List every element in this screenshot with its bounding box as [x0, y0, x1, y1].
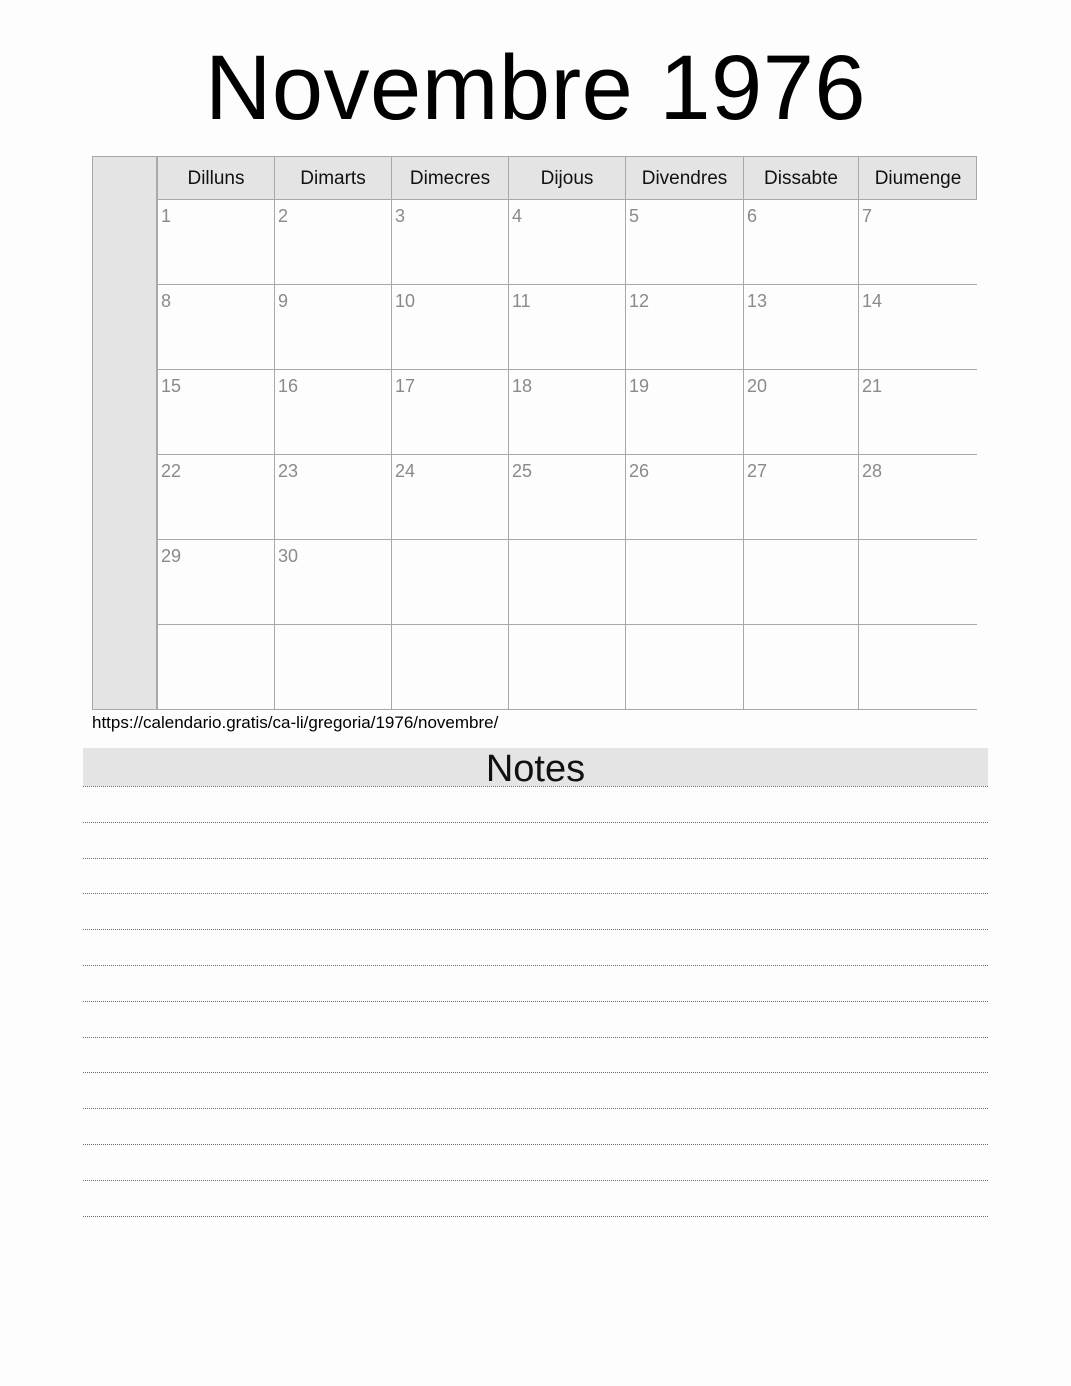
day-cell[interactable]	[858, 370, 977, 455]
day-cell[interactable]	[274, 285, 391, 370]
note-line[interactable]	[83, 1144, 988, 1145]
note-line[interactable]	[83, 1108, 988, 1109]
weekday-header: Dimarts	[274, 157, 391, 200]
note-line[interactable]	[83, 822, 988, 823]
day-cell[interactable]	[743, 455, 858, 540]
day-cell[interactable]	[274, 455, 391, 540]
note-line[interactable]	[83, 1216, 988, 1217]
note-line[interactable]	[83, 893, 988, 894]
day-cell[interactable]	[508, 200, 625, 285]
weekday-header: Dilluns	[157, 157, 274, 200]
notes-heading: Notes	[83, 748, 988, 786]
day-cell[interactable]	[391, 455, 508, 540]
day-number: 29	[161, 546, 182, 566]
day-cell[interactable]	[625, 540, 743, 625]
day-number: 4	[512, 206, 523, 226]
day-cell[interactable]	[743, 540, 858, 625]
day-cell[interactable]	[508, 370, 625, 455]
day-cell[interactable]	[391, 200, 508, 285]
day-number: 5	[629, 206, 640, 226]
day-number: 22	[161, 461, 182, 481]
weekday-header: Dijous	[508, 157, 625, 200]
day-number: 23	[278, 461, 299, 481]
day-number: 28	[862, 461, 883, 481]
day-number: 2	[278, 206, 289, 226]
day-number: 12	[629, 291, 650, 311]
day-number: 7	[862, 206, 873, 226]
note-line[interactable]	[83, 929, 988, 930]
day-number: 26	[629, 461, 650, 481]
day-cell[interactable]	[274, 200, 391, 285]
note-line[interactable]	[83, 786, 988, 787]
day-cell[interactable]	[743, 370, 858, 455]
note-line[interactable]	[83, 858, 988, 859]
day-cell[interactable]	[157, 200, 274, 285]
day-number: 10	[395, 291, 416, 311]
day-cell[interactable]	[274, 625, 391, 710]
day-number: 18	[512, 376, 533, 396]
day-number: 25	[512, 461, 533, 481]
day-cell[interactable]	[274, 540, 391, 625]
day-number: 15	[161, 376, 182, 396]
day-number: 11	[512, 291, 531, 311]
day-number: 17	[395, 376, 416, 396]
day-cell[interactable]	[858, 540, 977, 625]
day-cell[interactable]	[157, 540, 274, 625]
day-cell[interactable]	[391, 285, 508, 370]
day-cell[interactable]	[858, 455, 977, 540]
day-cell[interactable]	[743, 285, 858, 370]
day-number: 16	[278, 376, 299, 396]
day-number: 1	[161, 206, 172, 226]
day-cell[interactable]	[391, 370, 508, 455]
source-url[interactable]: https://calendario.gratis/ca-li/gregoria/1976/novembre/	[92, 713, 499, 732]
day-number: 8	[161, 291, 172, 311]
day-cell[interactable]	[391, 625, 508, 710]
day-cell[interactable]	[157, 370, 274, 455]
day-number: 24	[395, 461, 416, 481]
week-number-column	[92, 156, 157, 710]
day-cell[interactable]	[743, 200, 858, 285]
note-line[interactable]	[83, 1037, 988, 1038]
day-cell[interactable]	[743, 625, 858, 710]
day-number: 13	[747, 291, 768, 311]
day-cell[interactable]	[625, 625, 743, 710]
weekday-header: Divendres	[625, 157, 743, 200]
day-number: 20	[747, 376, 768, 396]
day-cell[interactable]	[508, 540, 625, 625]
day-cell[interactable]	[157, 285, 274, 370]
day-number: 27	[747, 461, 768, 481]
day-cell[interactable]	[508, 285, 625, 370]
weekday-header: Diumenge	[858, 157, 977, 200]
note-line[interactable]	[83, 1072, 988, 1073]
page-title: Novembre 1976	[204, 37, 867, 139]
weekday-header: Dimecres	[391, 157, 508, 200]
day-number: 21	[862, 376, 883, 396]
day-cell[interactable]	[508, 455, 625, 540]
day-cell[interactable]	[508, 625, 625, 710]
note-line[interactable]	[83, 965, 988, 966]
day-cell[interactable]	[157, 455, 274, 540]
day-number: 3	[395, 206, 406, 226]
day-cell[interactable]	[625, 285, 743, 370]
day-cell[interactable]	[858, 625, 977, 710]
day-cell[interactable]	[625, 370, 743, 455]
calendar-grid	[92, 156, 977, 710]
weekday-header: Dissabte	[743, 157, 858, 200]
day-cell[interactable]	[858, 285, 977, 370]
day-cell[interactable]	[391, 540, 508, 625]
day-number: 9	[278, 291, 289, 311]
month-table	[157, 156, 977, 710]
day-number: 30	[278, 546, 299, 566]
day-number: 19	[629, 376, 650, 396]
note-line[interactable]	[83, 1001, 988, 1002]
day-cell[interactable]	[625, 455, 743, 540]
note-line[interactable]	[83, 1180, 988, 1181]
day-cell[interactable]	[157, 625, 274, 710]
day-cell[interactable]	[858, 200, 977, 285]
day-cell[interactable]	[625, 200, 743, 285]
day-number: 14	[862, 291, 883, 311]
day-cell[interactable]	[274, 370, 391, 455]
day-number: 6	[747, 206, 758, 226]
